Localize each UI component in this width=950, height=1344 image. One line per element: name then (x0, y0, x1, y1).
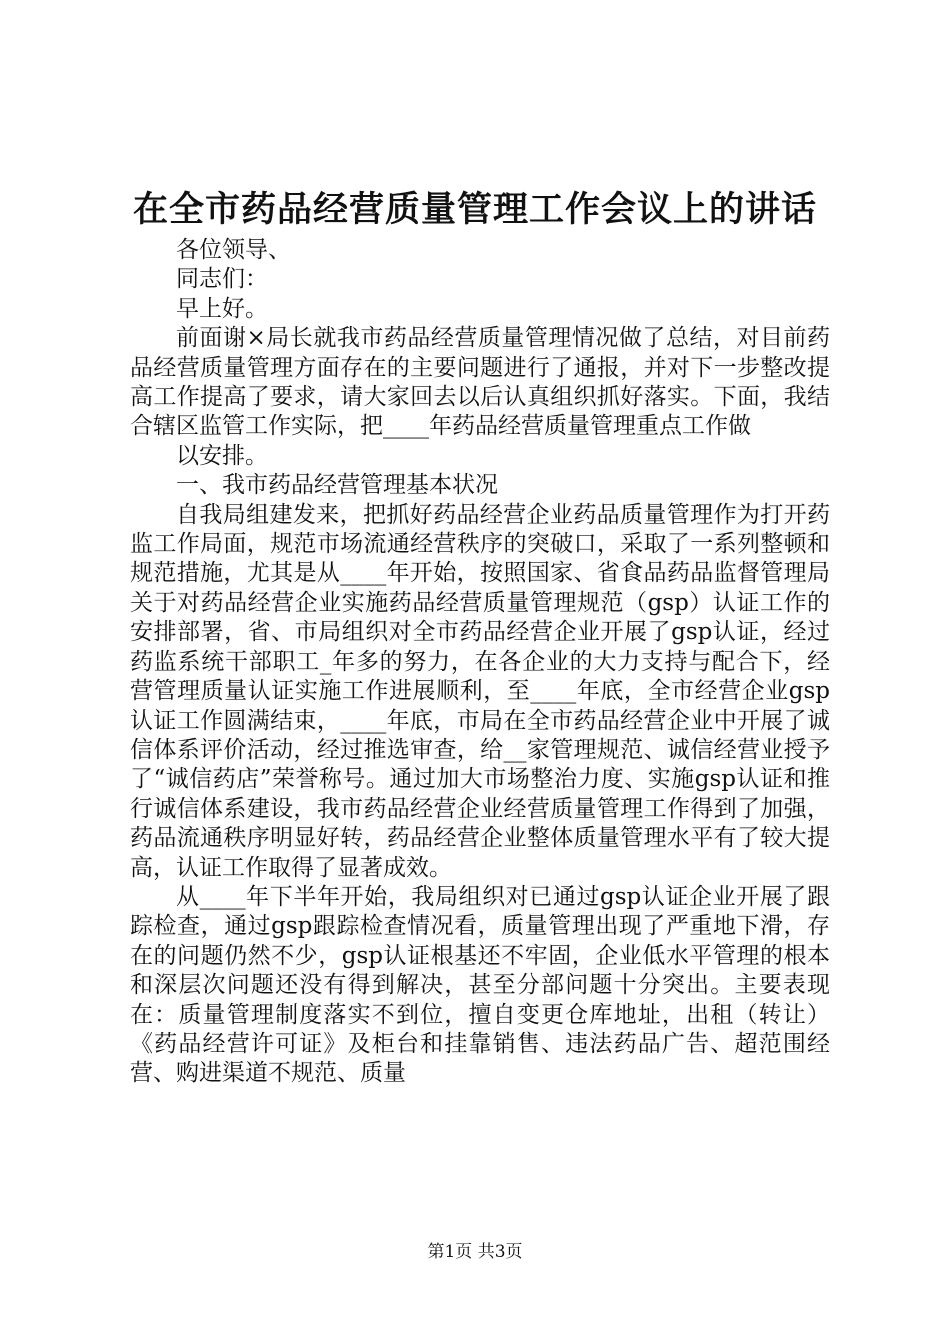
body-paragraph: 从____年下半年开始，我局组织对已通过gsp认证企业开展了跟踪检查，通过gsp跟踪检查情况看，质量管理出现了严重地下滑，存在的问题仍然不少，gsp认证根基还不牢固，企业低水平管理的根本和深层次问题还没有得到解决，甚至分部问题十分突出。主要表现在：质量管理制度落实不到位，擅自变更仓库地址，出租（转让）《药品经营许可证》及柜台和挂靠销售、违法药品广告、超范围经营、购进渠道不规范、质量 (130, 883, 830, 1087)
section-heading: 一、我市药品经营管理基本状况 (176, 472, 498, 499)
greeting-line: 早上好。 (176, 295, 268, 322)
body-paragraph: 以安排。 (176, 442, 268, 469)
page-footer: 第1页 共3页 (427, 1242, 523, 1262)
body-paragraph: 自我局组建发来，把抓好药品经营企业药品质量管理作为打开药监工作局面，规范市场流通经营秩序的突破口，采取了一系列整顿和规范措施，尤其是从____年开始，按照国家、省食品药品监督管理局关于对药品经营企业实施药品经营质量管理规范（gsp）认证工作的安排部署，省、市局组织对全市药品经营企业开展了gsp认证，经过药监系统干部职工_年多的努力，在各企业的大力支持与配合下，经营管理质量认证实施工作进展顺利，至____年底，全市经营企业gsp认证工作圆满结束，____年底，市局在全市药品经营企业中开展了诚信体系评价活动，经过推选审查，给__家管理规范、诚信经营业授予了“诚信药店”荣誉称号。通过加大市场整治力度、实施gsp认证和推行诚信体系建设，我市药品经营企业经营质量管理工作得到了加强，药品流通秩序明显好转，药品经营企业整体质量管理水平有了较大提高，认证工作取得了显著成效。 (130, 501, 830, 881)
document-title: 在全市药品经营质量管理工作会议上的讲话 (132, 189, 817, 230)
greeting-line: 各位领导、 (176, 237, 291, 263)
body-paragraph: 前面谢×局长就我市药品经营质量管理情况做了总结，对目前药品经营质量管理方面存在的主要问题进行了通报，并对下一步整改提高工作提高了要求，请大家回去以后认真组织抓好落实。下面，我结合辖区监管工作实际，把____年药品经营质量管理重点工作做 (130, 325, 830, 440)
document-body (130, 236, 830, 1089)
greeting-line: 同志们： (176, 266, 268, 293)
